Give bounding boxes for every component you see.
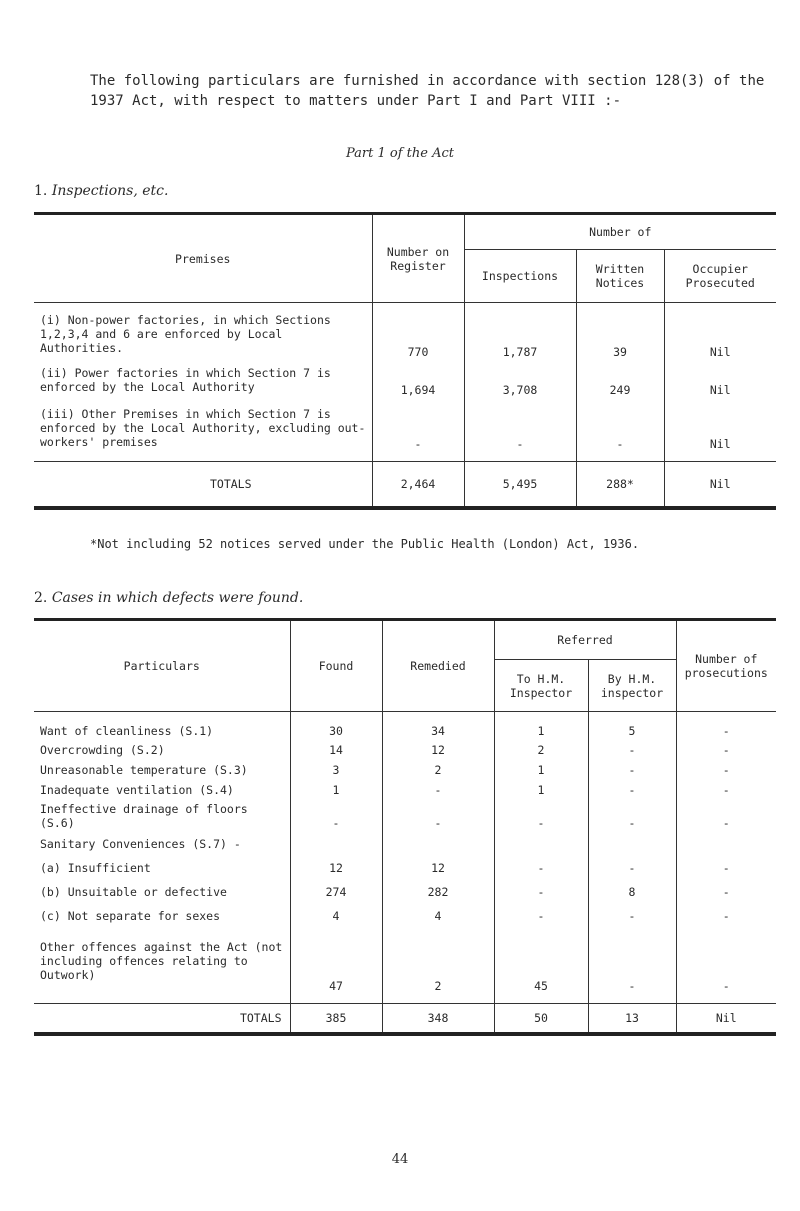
totals-occupier: Nil xyxy=(664,462,776,508)
by-hm-cell: - xyxy=(588,780,676,800)
by-hm-cell: - xyxy=(588,928,676,1004)
register-row-3: - xyxy=(372,399,464,462)
table-row xyxy=(34,856,776,880)
pros-cell: - xyxy=(676,780,776,800)
register-row-2: 1,694 xyxy=(372,363,464,399)
to-hm-cell xyxy=(494,832,588,856)
table-row xyxy=(34,740,776,760)
part-title: Part 1 of the Act xyxy=(346,146,454,161)
intro-paragraph: The following particulars are furnished in accordance with section 128(3) of the 1937 Act, with respect to matters under Part I and Part VIII :- xyxy=(90,73,765,109)
occupier-row-2: Nil xyxy=(664,363,776,399)
table-row xyxy=(34,712,776,740)
totals-register: 2,464 xyxy=(372,462,464,508)
to-hm-cell: 2 xyxy=(494,740,588,760)
remedied-cell: 2 xyxy=(382,760,494,780)
defects-table xyxy=(34,618,776,1036)
pros-cell: - xyxy=(676,760,776,780)
totals-found: 385 xyxy=(290,1004,382,1034)
section2-number: 2. xyxy=(34,590,48,606)
remedied-cell: 4 xyxy=(382,904,494,928)
section1-number: 1. xyxy=(34,183,48,199)
header-by-hm: By H.M. inspector xyxy=(588,660,676,712)
found-cell: 12 xyxy=(290,856,382,880)
by-hm-cell: 8 xyxy=(588,880,676,904)
section1-title: Inspections, etc. xyxy=(51,183,169,199)
written-row-3: - xyxy=(576,399,664,462)
pros-cell: - xyxy=(676,712,776,740)
header-inspections: Inspections xyxy=(464,250,576,303)
by-hm-cell: - xyxy=(588,740,676,760)
by-hm-cell: - xyxy=(588,904,676,928)
header-prosecutions: Number of prosecutions xyxy=(676,620,776,712)
register-row-1: 770 xyxy=(372,303,464,363)
remedied-cell xyxy=(382,832,494,856)
particulars-cell: (c) Not separate for sexes xyxy=(40,908,221,923)
to-hm-cell: - xyxy=(494,904,588,928)
table-row xyxy=(34,904,776,928)
totals-inspections: 5,495 xyxy=(464,462,576,508)
header-referred: Referred xyxy=(494,620,676,660)
pros-cell: - xyxy=(676,856,776,880)
by-hm-cell: - xyxy=(588,760,676,780)
header-to-hm: To H.M. Inspector xyxy=(494,660,588,712)
occupier-row-3: Nil xyxy=(664,399,776,462)
inspections-row-3: - xyxy=(464,399,576,462)
pros-cell: - xyxy=(676,904,776,928)
inspections-table xyxy=(34,212,776,510)
header-occupier-prosecuted: Occupier Prosecuted xyxy=(664,250,776,303)
pros-cell: - xyxy=(676,800,776,832)
particulars-cell: Overcrowding (S.2) xyxy=(40,742,165,757)
header-number-of: Number of xyxy=(464,214,776,250)
remedied-cell: 2 xyxy=(382,928,494,1004)
pros-cell: - xyxy=(676,928,776,1004)
found-cell: - xyxy=(290,800,382,832)
to-hm-cell: - xyxy=(494,800,588,832)
section1-heading xyxy=(34,183,168,199)
table-row xyxy=(34,832,776,856)
particulars-cell: Inadequate ventilation (S.4) xyxy=(40,782,234,797)
premises-row-1: (i) Non-power factories, in which Sections 1,2,3,4 and 6 are enforced by Local Authorities. xyxy=(40,313,331,355)
to-hm-cell: 1 xyxy=(494,780,588,800)
header-premises: Premises xyxy=(34,214,372,303)
page-number: 44 xyxy=(391,1152,409,1167)
totals-remedied: 348 xyxy=(382,1004,494,1034)
section2-title: Cases in which defects were found. xyxy=(51,590,304,606)
footnote: *Not including 52 notices served under the Public Health (London) Act, 1936. xyxy=(90,537,640,551)
table-row xyxy=(34,928,776,1004)
header-written-notices: Written Notices xyxy=(576,250,664,303)
totals-written: 288* xyxy=(576,462,664,508)
header-remedied: Remedied xyxy=(382,620,494,712)
to-hm-cell: - xyxy=(494,880,588,904)
particulars-cell: Unreasonable temperature (S.3) xyxy=(40,762,248,777)
pros-cell xyxy=(676,832,776,856)
particulars-cell: Sanitary Conveniences (S.7) - xyxy=(40,836,241,851)
particulars-cell: Other offences against the Act (not including offences relating to Outwork) xyxy=(40,939,283,982)
to-hm-cell: 1 xyxy=(494,760,588,780)
inspections-row-1: 1,787 xyxy=(464,303,576,363)
by-hm-cell: 5 xyxy=(588,712,676,740)
pros-cell: - xyxy=(676,740,776,760)
by-hm-cell xyxy=(588,832,676,856)
found-cell xyxy=(290,832,382,856)
header-found: Found xyxy=(290,620,382,712)
table-row xyxy=(34,800,776,832)
by-hm-cell: - xyxy=(588,800,676,832)
totals-to-hm: 50 xyxy=(494,1004,588,1034)
particulars-cell: (b) Unsuitable or defective xyxy=(40,884,227,899)
found-cell: 14 xyxy=(290,740,382,760)
found-cell: 1 xyxy=(290,780,382,800)
remedied-cell: 282 xyxy=(382,880,494,904)
table-row xyxy=(34,880,776,904)
found-cell: 30 xyxy=(290,712,382,740)
inspections-row-2: 3,708 xyxy=(464,363,576,399)
occupier-row-1: Nil xyxy=(664,303,776,363)
particulars-cell: Ineffective drainage of floors (S.6) xyxy=(40,801,248,830)
section2-heading xyxy=(34,590,303,606)
totals-label-1: TOTALS xyxy=(34,462,372,508)
found-cell: 4 xyxy=(290,904,382,928)
table-row xyxy=(34,760,776,780)
totals-label-2: TOTALS xyxy=(34,1004,290,1034)
written-row-2: 249 xyxy=(576,363,664,399)
remedied-cell: 12 xyxy=(382,740,494,760)
particulars-cell: (a) Insufficient xyxy=(40,860,151,875)
header-particulars: Particulars xyxy=(34,620,290,712)
totals-prosecutions: Nil xyxy=(676,1004,776,1034)
found-cell: 274 xyxy=(290,880,382,904)
particulars-cell: Want of cleanliness (S.1) xyxy=(40,723,214,738)
totals-by-hm: 13 xyxy=(588,1004,676,1034)
premises-row-3: (iii) Other Premises in which Section 7 is enforced by the Local Authority, excluding out-workers' premises xyxy=(40,406,366,449)
to-hm-cell: - xyxy=(494,856,588,880)
premises-row-2: (ii) Power factories in which Section 7 is enforced by the Local Authority xyxy=(40,365,331,394)
header-register: Number on Register xyxy=(372,214,464,303)
by-hm-cell: - xyxy=(588,856,676,880)
found-cell: 47 xyxy=(290,928,382,1004)
to-hm-cell: 45 xyxy=(494,928,588,1004)
remedied-cell: - xyxy=(382,780,494,800)
remedied-cell: - xyxy=(382,800,494,832)
table-row xyxy=(34,780,776,800)
remedied-cell: 34 xyxy=(382,712,494,740)
written-row-1: 39 xyxy=(576,303,664,363)
pros-cell: - xyxy=(676,880,776,904)
found-cell: 3 xyxy=(290,760,382,780)
to-hm-cell: 1 xyxy=(494,712,588,740)
remedied-cell: 12 xyxy=(382,856,494,880)
